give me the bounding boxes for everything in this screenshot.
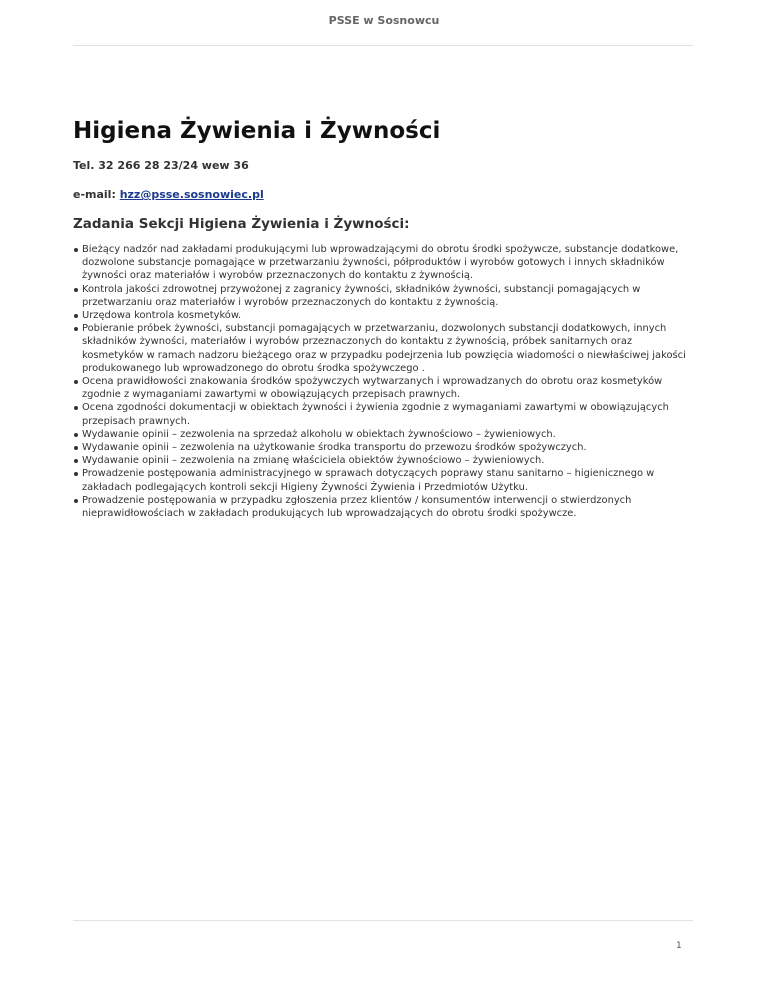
email-link[interactable]: hzz@psse.sosnowiec.pl [119,188,264,201]
tasks-list [73,243,693,520]
page-number: 1 [676,941,682,951]
list-item: Pobieranie próbek żywności, substancji pomagających w przetwarzaniu, dozwolonych substancji dodatkowych, innych składników żywności, materiałów i wyrobów przeznaczonych do kontaktu z żywnością, próbek sanitarnych oraz kosmetyków w ramach nadzoru bieżącego oraz w przypadku podejrzenia lub powzięcia wiadomości o niewłaściwej jakości produkowanego lub wprowadzonego do obrotu środka spożywczego . [82,322,693,375]
page-header-title: PSSE w Sosnowcu [328,14,440,27]
email-label: e-mail: [73,188,116,201]
list-item: Wydawanie opinii – zezwolenia na użytkowanie środka transportu do przewozu środków spożywczych. [82,441,693,454]
list-item: Prowadzenie postępowania w przypadku zgłoszenia przez klientów / konsumentów interwencji o stwierdzonych nieprawidłowościach w zakładach produkujących lub wprowadzających do obrotu środki spożywcze. [82,494,693,520]
phone-number: Tel. 32 266 28 23/24 wew 36 [73,159,249,172]
list-item: Wydawanie opinii – zezwolenia na sprzedaż alkoholu w obiektach żywnościowo – żywieniowych. [82,428,693,441]
list-item: Prowadzenie postępowania administracyjnego w sprawach dotyczących poprawy stanu sanitarno – higienicznego w zakładach podlegających kontroli sekcji Higieny Żywności Żywienia i Przedmiotów Użytku. [82,467,693,493]
list-item: Bieżący nadzór nad zakładami produkującymi lub wprowadzającymi do obrotu środki spożywcze, substancje dodatkowe, dozwolone substancje pomagające w przetwarzaniu żywności, półproduktów i wyrobów gotowych i innych składników żywności oraz materiałów i wyrobów przeznaczonych do kontaktu z żywnością. [82,243,693,283]
list-item: Wydawanie opinii – zezwolenia na zmianę właściciela obiektów żywnościowo – żywieniowych. [82,454,693,467]
page-title: Higiena Żywienia i Żywności [73,118,441,144]
main-content [73,113,693,520]
footer-divider [73,920,693,921]
email-line [73,188,693,202]
list-item: Ocena zgodności dokumentacji w obiektach żywności i żywienia zgodnie z wymaganiami zawartymi w obowiązujących przepisach prawnych. [82,401,693,427]
header-divider [73,45,693,46]
list-item: Kontrola jakości zdrowotnej przywożonej z zagranicy żywności, składników żywności, substancji pomagających w przetwarzaniu oraz materiałów i wyrobów przeznaczonych do kontaktu z żywnością. [82,283,693,309]
section-heading: Zadania Sekcji Higiena Żywienia i Żywności: [73,216,410,232]
list-item: Ocena prawidłowości znakowania środków spożywczych wytwarzanych i wprowadzanych do obrotu oraz kosmetyków zgodnie z wymaganiami zawartymi w obowiązujących przepisach prawnych. [82,375,693,401]
list-item: Urzędowa kontrola kosmetyków. [82,309,693,322]
